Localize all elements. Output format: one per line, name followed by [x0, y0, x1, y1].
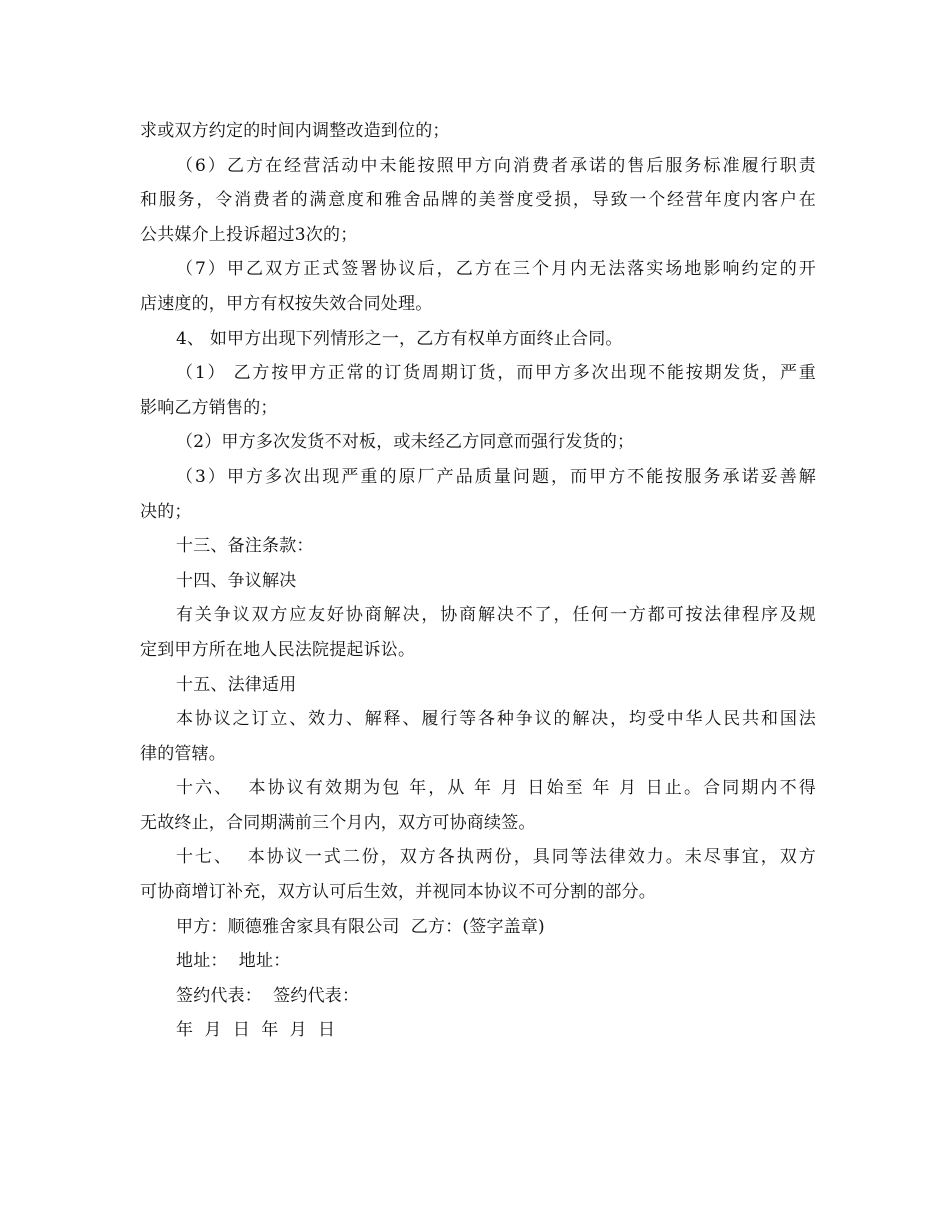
text-line: 有关争议双方应友好协商解决，协商解决不了，任何一方都可按法律程序及规: [176, 605, 816, 626]
signatory-representatives: 签约代表： 签约代表：: [176, 985, 360, 1006]
section-17: 十七、 本协议一式二份，双方各执两份，具同等法律效力。未尽事宜，双方: [176, 847, 816, 868]
section-16: 十六、 本协议有效期为包 年，从 年 月 日始至 年 月 日止。合同期内不得: [176, 778, 816, 799]
section-heading-13: 十三、备注条款：: [176, 536, 314, 557]
text-line: 本协议之订立、效力、解释、履行等各种争议的解决，均受中华人民共和国法: [176, 709, 816, 730]
section-heading-14: 十四、争议解决: [176, 570, 297, 591]
text-line: 决的；: [140, 501, 192, 522]
text-line: 公共媒介上投诉超过3次的；: [140, 224, 358, 245]
section-4: 4、 如甲方出现下列情形之一，乙方有权单方面终止合同。: [176, 328, 623, 349]
party-names: 甲方：顺德雅舍家具有限公司 乙方：(签字盖章): [176, 916, 545, 937]
clause-7: （7）甲乙双方正式签署协议后，乙方在三个月内无法落实场地影响约定的开: [176, 259, 816, 280]
text-line: 律的管辖。: [140, 743, 226, 764]
text-line: 定到甲方所在地人民法院提起诉讼。: [140, 639, 416, 660]
text-line: 和服务，令消费者的满意度和雅舍品牌的美誉度受损，导致一个经营年度内客户在: [140, 190, 816, 211]
clause-3: （3）甲方多次出现严重的原厂产品质量问题，而甲方不能按服务承诺妥善解: [176, 466, 816, 487]
party-addresses: 地址： 地址：: [176, 951, 291, 972]
clause-2: （2）甲方多次发货不对板，或未经乙方同意而强行发货的；: [176, 432, 635, 453]
text-line: 影响乙方销售的；: [140, 397, 278, 418]
clause-1: （1） 乙方按甲方正常的订货周期订货，而甲方多次出现不能按期发货，严重: [176, 363, 816, 384]
signing-dates: 年 月 日 年 月 日: [176, 1020, 336, 1041]
text-line: 可协商增订补充，双方认可后生效，并视同本协议不可分割的部分。: [140, 882, 656, 903]
text-line: 求或双方约定的时间内调整改造到位的；: [140, 121, 450, 141]
section-heading-15: 十五、法律适用: [176, 674, 297, 695]
document-body: [140, 114, 816, 1048]
clause-6: （6）乙方在经营活动中未能按照甲方向消费者承诺的售后服务标准履行职责: [176, 155, 816, 176]
text-line: 店速度的，甲方有权按失效合同处理。: [140, 293, 433, 314]
text-line: 无故终止，合同期满前三个月内，双方可协商续签。: [140, 812, 536, 833]
